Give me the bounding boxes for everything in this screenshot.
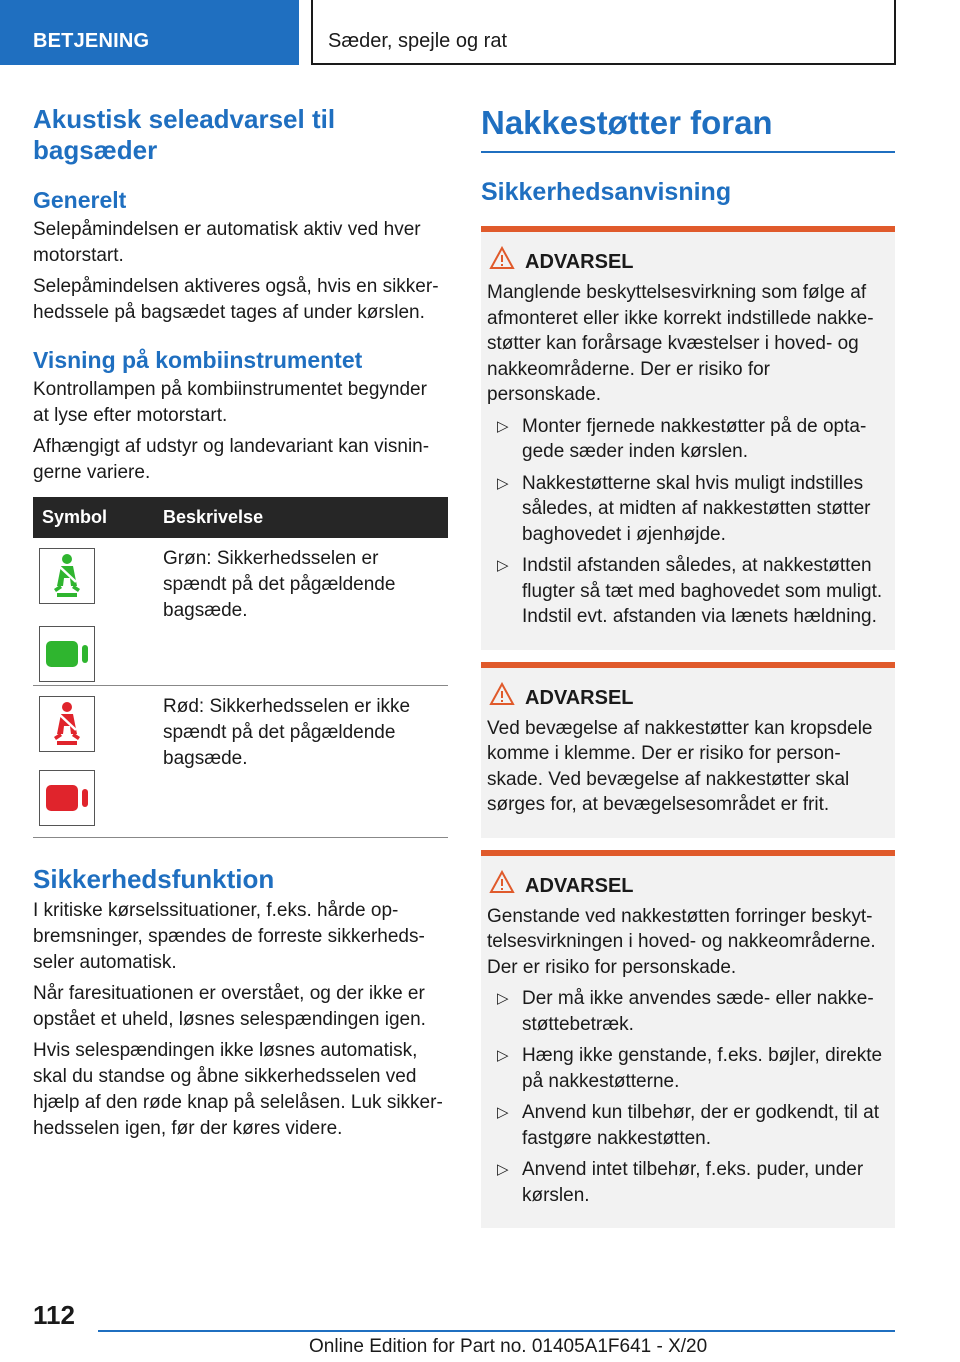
header-chapter-tab xyxy=(311,0,896,65)
seat-indicator-green-icon xyxy=(39,626,95,682)
bullet-marker-icon: ▷ xyxy=(497,557,509,574)
warning-box xyxy=(481,662,895,838)
warning-bullets xyxy=(487,986,888,1208)
bullet-marker-icon: ▷ xyxy=(497,1161,509,1178)
table-row xyxy=(33,538,448,686)
bullet-marker-icon: ▷ xyxy=(497,1047,509,1064)
table-cell-description: Rød: Sikkerhedsselen er ikke spændt på det pågældende bagsæde. xyxy=(163,696,411,769)
warning-title xyxy=(487,686,888,710)
list-item-text: Monter fjernede nakkestøtter på de optagede sæder inden kørslen. xyxy=(522,415,867,462)
warning-box xyxy=(481,226,895,650)
right-column xyxy=(481,104,895,1228)
paragraph: Selepåmindelsen aktiveres også, hvis en sikkerhedssele på bagsædet tages af under kørslen. xyxy=(33,276,439,323)
heading-generelt: Generelt xyxy=(33,187,127,213)
warning-title xyxy=(487,874,888,898)
list-item-text: Der må ikke anvendes sæde- eller nakkestøttebetræk. xyxy=(522,988,874,1035)
left-column xyxy=(33,104,448,1142)
list-item-text: Indstil afstanden således, at nakkestøtten flugter så tæt med baghovedet som muligt. Indstil evt. afstanden via lænets hældning. xyxy=(522,555,883,627)
bullet-marker-icon: ▷ xyxy=(497,990,509,1007)
warning-text: Genstande ved nakkestøtten forringer beskyttelsesvirkningen i hoved- og nakkeområderne. Der er risiko for personskade. xyxy=(487,905,876,978)
warning-bullets xyxy=(487,414,888,630)
page-number: 112 xyxy=(33,1300,75,1330)
warning-title-label: ADVARSEL xyxy=(525,686,634,709)
warning-triangle-icon xyxy=(489,682,515,706)
warning-title-label: ADVARSEL xyxy=(525,874,634,897)
heading-sikkerhedsfunktion: Sikkerhedsfunktion xyxy=(33,864,275,894)
section-title: Akustisk seleadvarsel til bagsæder xyxy=(33,104,336,165)
paragraph: Kontrollampen på kombiinstrumentet begynder at lyse efter motorstart. xyxy=(33,379,427,426)
seatbelt-red-icon xyxy=(39,696,95,752)
footer-edition: Online Edition for Part no. 01405A1F641 - X/20 xyxy=(309,1336,708,1357)
footer-rule xyxy=(98,1330,895,1332)
col-symbol-header: Symbol xyxy=(42,507,108,527)
bullet-marker-icon: ▷ xyxy=(497,474,509,492)
bullet-marker-icon: ▷ xyxy=(497,1104,509,1121)
col-description-header: Beskrivelse xyxy=(163,507,264,527)
section-title-headrests: Nakkestøtter foran xyxy=(481,104,773,141)
heading-safety-notice: Sikkerhedsanvisning xyxy=(481,178,732,206)
symbol-table xyxy=(33,497,448,838)
warning-title-label: ADVARSEL xyxy=(525,251,634,273)
list-item xyxy=(487,471,888,548)
paragraph: Når faresituationen er overstået, og der ikke er opstået et uheld, løsnes selespændingen igen. xyxy=(33,983,426,1030)
bullet-marker-icon: ▷ xyxy=(497,417,509,435)
header-chapter-label: Sæder, spejle og rat xyxy=(328,30,507,52)
list-item-text: Nakkestøtterne skal hvis muligt indstilles således, at midten af nakkestøtten støtter baghovedet i øjenhøjde. xyxy=(522,472,871,545)
warning-text: Manglende beskyttelsesvirkning som følge af afmonteret eller ikke korrekt indstillede nakkestøtter kan forårsage kvæstelser i hoved- og nakkeområderne. Der er risiko for personskade. xyxy=(487,282,874,405)
paragraph: Afhængigt af udstyr og landevariant kan visningerne variere. xyxy=(33,436,430,483)
heading-visning: Visning på kombiinstrumentet xyxy=(33,347,363,373)
list-item-text: Hæng ikke genstande, f.eks. bøjler, direkte på nakkestøtterne. xyxy=(522,1045,883,1092)
paragraph: I kritiske kørselssituationer, f.eks. hårde opbremsninger, spændes de forreste sikkerhedsseler automatisk. xyxy=(33,900,425,973)
list-item xyxy=(487,553,888,630)
symbol-table-header xyxy=(33,497,448,538)
header-section-tab xyxy=(0,0,299,65)
table-row xyxy=(33,686,448,838)
list-item-text: Anvend kun tilbehør, der er godkendt, til at fastgøre nakkestøtten. xyxy=(522,1102,879,1149)
title-rule xyxy=(481,151,895,153)
list-item xyxy=(487,1100,888,1151)
list-item-text: Anvend intet tilbehør, f.eks. puder, under kørslen. xyxy=(522,1159,864,1206)
warning-triangle-icon xyxy=(489,246,515,270)
list-item xyxy=(487,986,888,1037)
seat-indicator-red-icon xyxy=(39,770,95,826)
list-item xyxy=(487,1043,888,1094)
warning-title xyxy=(487,250,888,274)
paragraph: Hvis selespændingen ikke løsnes automatisk, skal du standse og åbne sikkerhedsselen ved hjælp af den røde knap på selelåsen. Luk sikkerhedsselen igen, før der køres videre. xyxy=(33,1040,443,1139)
warning-text: Ved bevægelse af nakkestøtter kan kropsdele komme i klemme. Der er risiko for personskade. Ved bevægelse af nakkestøtter skal sørges for, at bevægelsesområdet er frit. xyxy=(487,717,873,815)
list-item xyxy=(487,1157,888,1208)
seatbelt-green-icon xyxy=(39,548,95,604)
warning-triangle-icon xyxy=(489,870,515,894)
paragraph: Selepåmindelsen er automatisk aktiv ved hver motorstart. xyxy=(33,219,421,266)
list-item xyxy=(487,414,888,465)
header-section-label: BETJENING xyxy=(33,30,150,52)
table-cell-description: Grøn: Sikkerhedsselen er spændt på det pågældende bagsæde. xyxy=(163,548,396,621)
warning-box xyxy=(481,850,895,1229)
